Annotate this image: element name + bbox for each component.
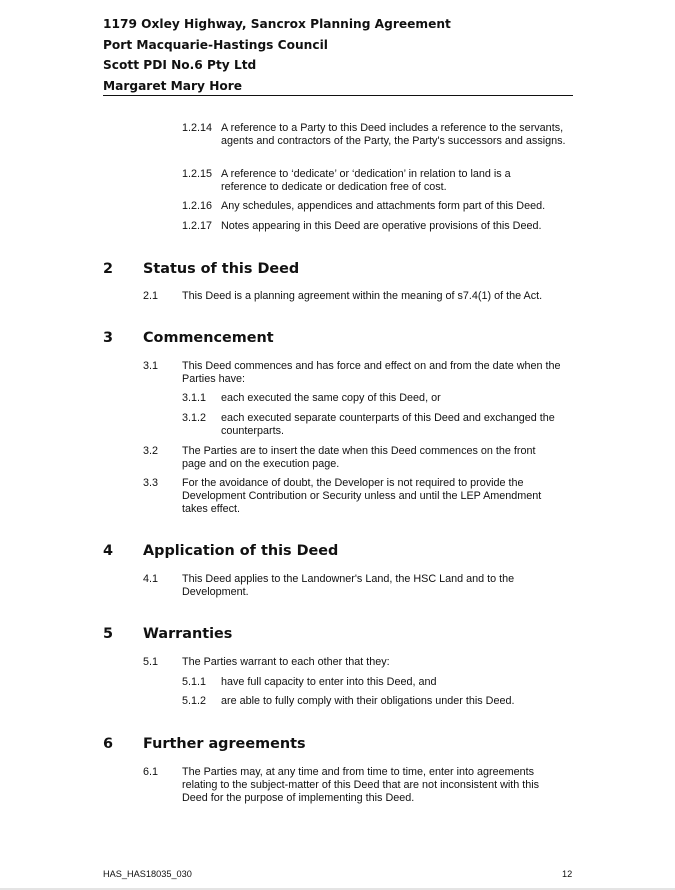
section-number: 2 (103, 261, 114, 277)
section-number: 4 (103, 543, 114, 559)
header-party-council: Port Macquarie-Hastings Council (103, 37, 328, 52)
clause-number: 3.1.1 (182, 392, 207, 404)
clause-number: 3.1 (143, 360, 159, 372)
clause-number: 5.1.2 (182, 695, 207, 707)
document-header (103, 14, 573, 96)
footer-document-reference: HAS_HAS18035_030 (103, 869, 192, 879)
clause-number: 5.1.1 (182, 676, 207, 688)
header-agreement-title: 1179 Oxley Highway, Sancrox Planning Agreement (103, 17, 451, 31)
clause-number: 1.2.16 (182, 200, 213, 212)
clause-text: For the avoidance of doubt, the Developer is not required to provide the Development Contribution or Security unless and until the LEP Amendment takes effect. (182, 477, 542, 515)
clause-text: Any schedules, appendices and attachments form part of this Deed. (221, 200, 546, 212)
clause-text: A reference to a Party to this Deed includes a reference to the servants, agents and contractors of the Party, the Party's successors and assigns. (221, 122, 566, 147)
header-divider (103, 95, 573, 96)
section-title: Further agreements (143, 736, 306, 752)
clause-number: 3.2 (143, 445, 159, 457)
section-title: Application of this Deed (143, 543, 339, 559)
clause-text: This Deed applies to the Landowner's Land, the HSC Land and to the Development. (182, 573, 515, 598)
section-title: Warranties (143, 626, 233, 642)
clause-number: 5.1 (143, 656, 159, 668)
header-party-landowner: Margaret Mary Hore (103, 78, 243, 93)
clause-number: 2.1 (143, 290, 159, 302)
footer-page-number: 12 (562, 869, 573, 879)
clause-text: This Deed commences and has force and effect on and from the date when the Parties have: (182, 360, 561, 385)
clause-text: The Parties are to insert the date when this Deed commences on the front page and on the execution page. (182, 445, 536, 470)
clause-text: A reference to ‘dedicate’ or ‘dedication’ in relation to land is a reference to dedicate or dedication free of cost. (221, 168, 511, 193)
section-title: Commencement (143, 330, 274, 346)
clause-text: The Parties may, at any time and from time to time, enter into agreements relating to the subject-matter of this Deed that are not inconsistent with this Deed for the purpose of implementing this Deed. (182, 766, 540, 804)
clause-number: 6.1 (143, 766, 159, 778)
clause-number: 1.2.14 (182, 122, 213, 134)
clause-text: have full capacity to enter into this Deed, and (221, 676, 437, 688)
section-number: 3 (103, 330, 114, 346)
section-number: 5 (103, 626, 114, 642)
clause-number: 4.1 (143, 573, 159, 585)
clause-text: each executed separate counterparts of this Deed and exchanged the counterparts. (221, 412, 555, 437)
clause-number: 3.3 (143, 477, 159, 489)
clause-text: This Deed is a planning agreement within the meaning of s7.4(1) of the Act. (182, 290, 543, 302)
clause-text: Notes appearing in this Deed are operative provisions of this Deed. (221, 220, 542, 232)
section-number: 6 (103, 736, 114, 752)
clause-text: are able to fully comply with their obligations under this Deed. (221, 695, 515, 707)
clause-text: The Parties warrant to each other that they: (182, 656, 390, 668)
clause-number: 3.1.2 (182, 412, 207, 424)
clause-number: 1.2.15 (182, 168, 213, 180)
section-title: Status of this Deed (143, 261, 300, 277)
clause-number: 1.2.17 (182, 220, 213, 232)
header-party-developer: Scott PDI No.6 Pty Ltd (103, 58, 257, 72)
clause-text: each executed the same copy of this Deed, or (221, 392, 441, 404)
